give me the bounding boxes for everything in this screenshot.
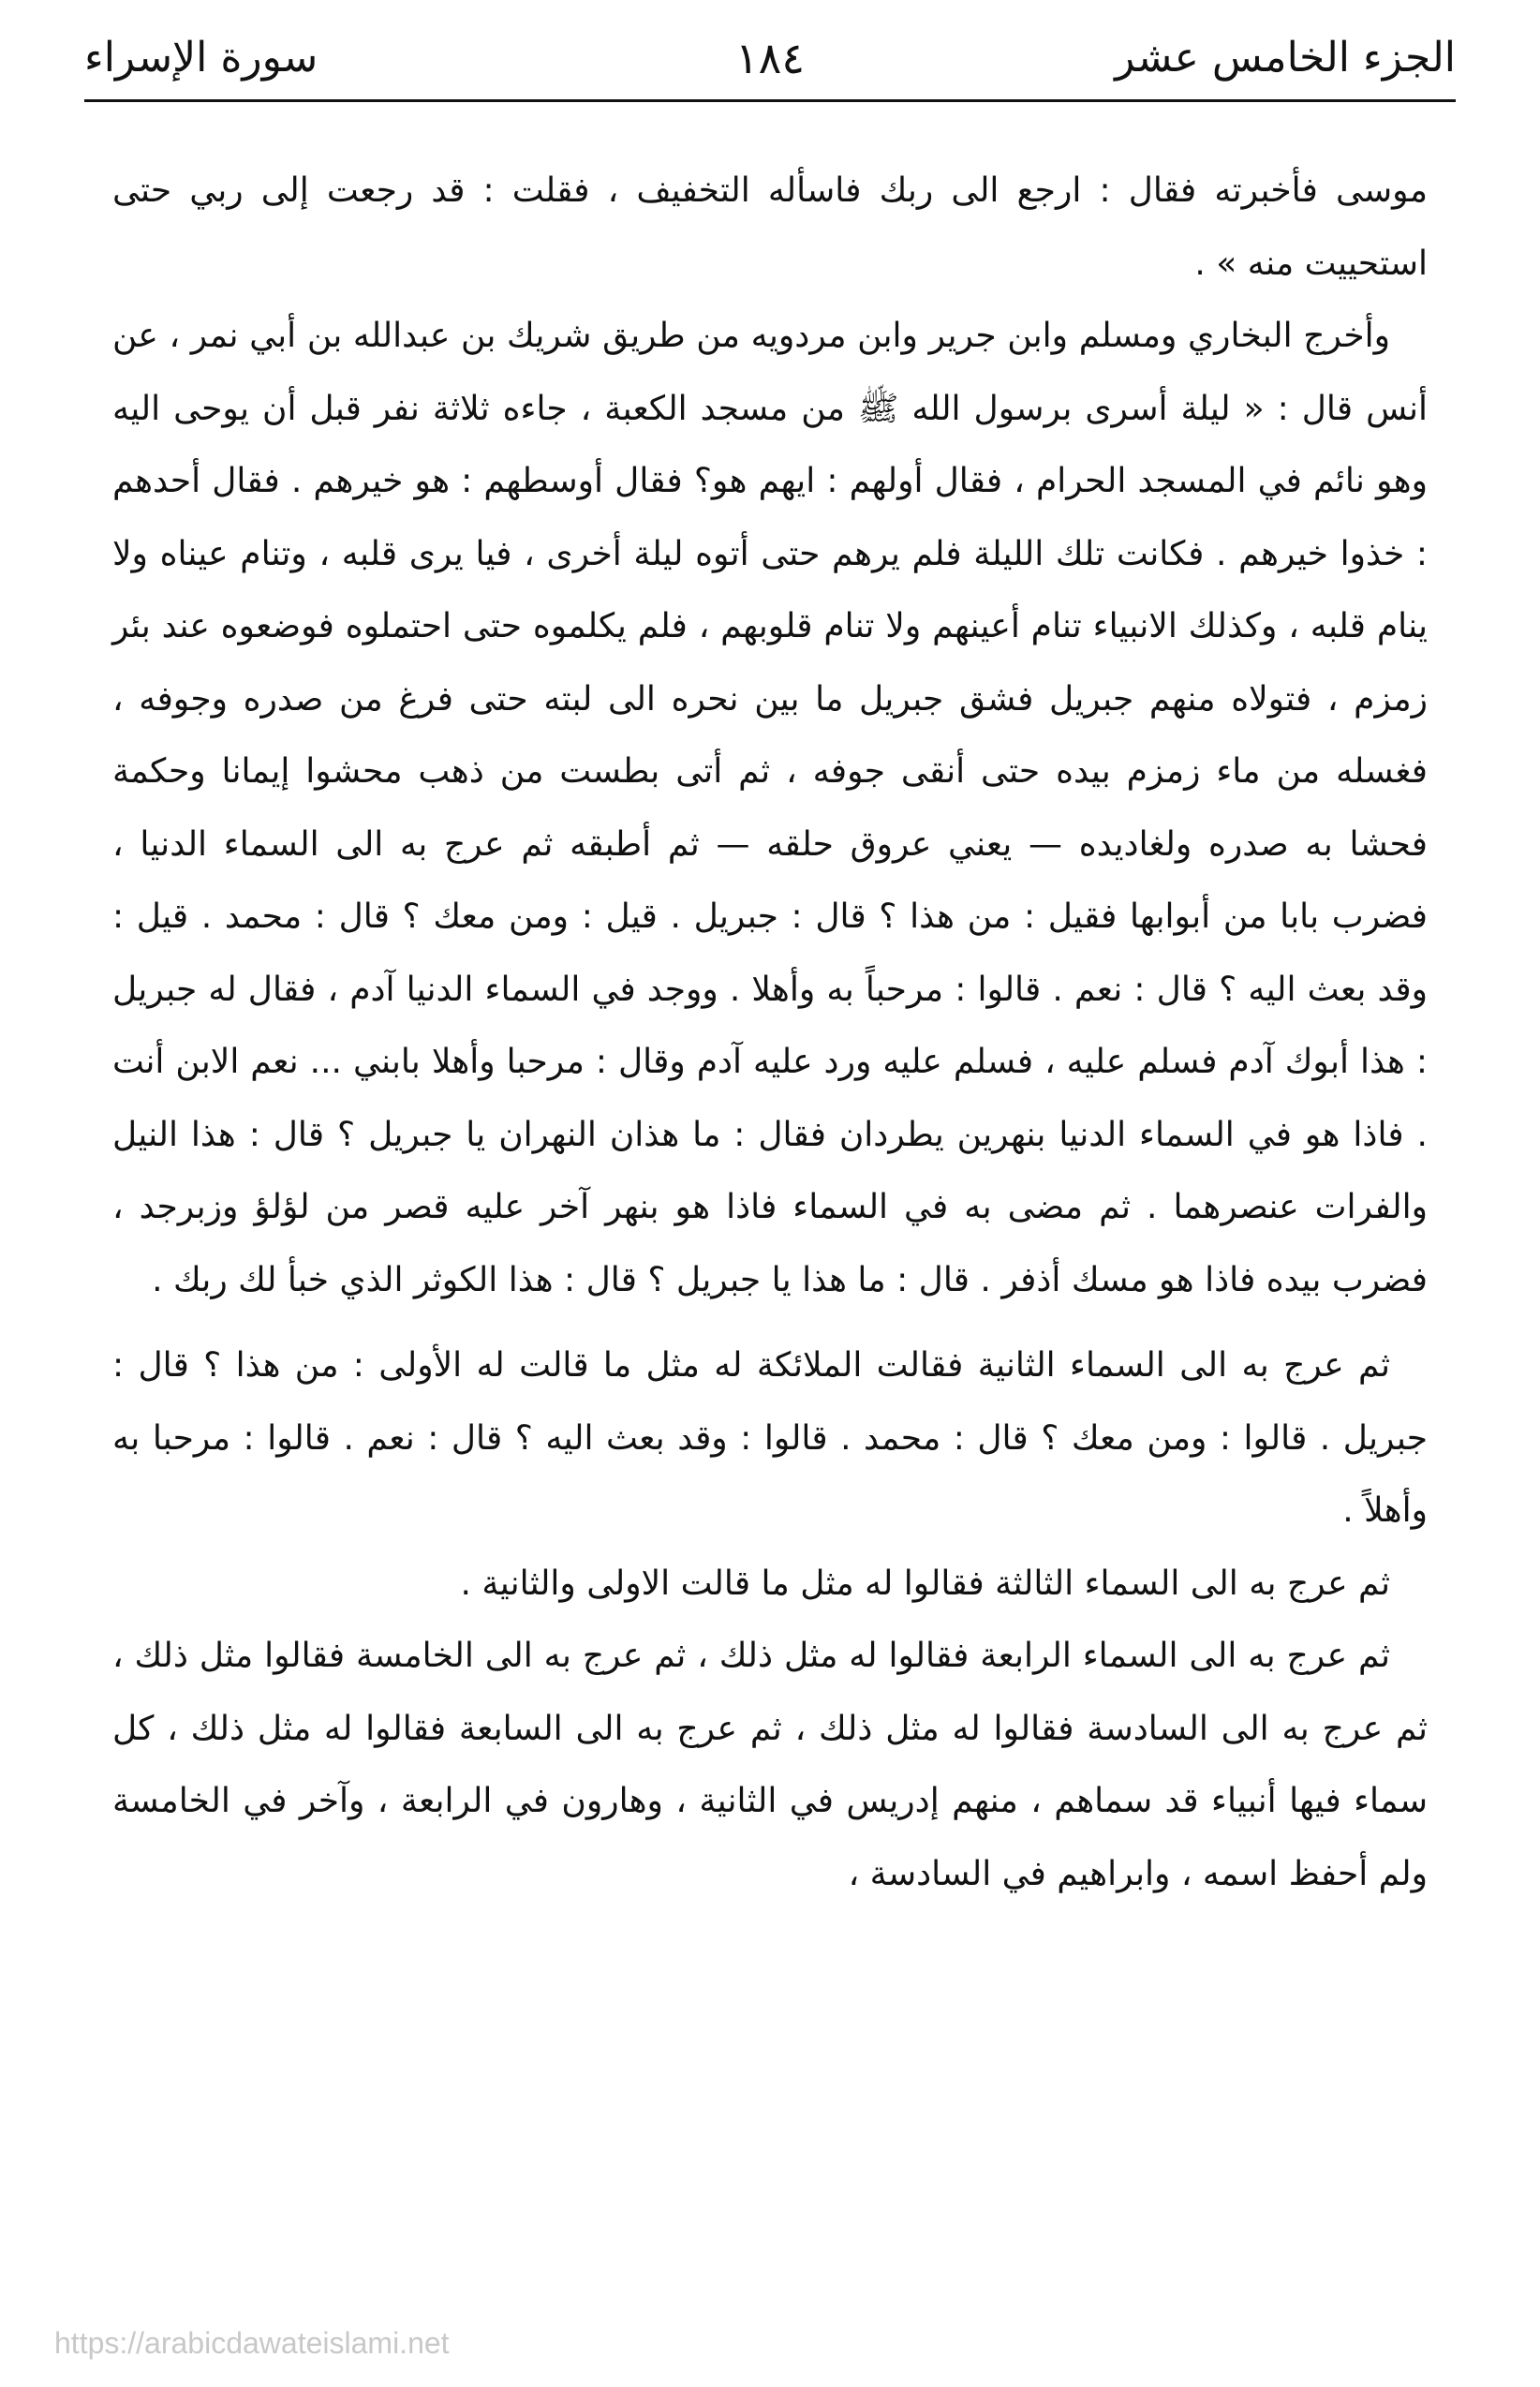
page-body	[112, 155, 1428, 1910]
page-number: ١٨٤	[734, 33, 806, 83]
paragraph-2: وأخرج البخاري ومسلم وابن جرير وابن مردويه من طريق شريك بن عبدالله بن أبي نمر ، عن أنس قال : « ليلة أسرى برسول الله ﷺ من مسجد الكعبة ، جاءه ثلاثة نفر قبل أن يوحى اليه وهو نائم في المسجد الحرام ، فقال أولهم : ايهم هو؟ فقال أوسطهم : هو خيرهم . فقال أحدهم : خذوا خيرهم . فكانت تلك الليلة فلم يرهم حتى أتوه ليلة أخرى ، فيا يرى قلبه ، وتنام عيناه ولا ينام قلبه ، وكذلك الانبياء تنام أعينهم ولا تنام قلوبهم ، فلم يكلموه حتى احتملوه فوضعوه عند بئر زمزم ، فتولاه منهم جبريل فشق جبريل ما بين نحره الى لبته حتى فرغ من صدره وجوفه ، فغسله من ماء زمزم بيده حتى أنقى جوفه ، ثم أتى بطست من ذهب محشوا إيمانا وحكمة فحشا به صدره ولغاديده — يعني عروق حلقه — ثم أطبقه ثم عرج به الى السماء الدنيا ، فضرب بابا من أبوابها فقيل : من هذا ؟ قال : جبريل . قيل : ومن معك ؟ قال : محمد . قيل : وقد بعث اليه ؟ قال : نعم . قالوا : مرحباً به وأهلا . ووجد في السماء الدنيا آدم ، فقال له جبريل : هذا أبوك آدم فسلم عليه ، فسلم عليه ورد عليه آدم وقال : مرحبا وأهلا بابني ... نعم الابن أنت . فاذا هو في السماء الدنيا بنهرين يطردان فقال : ما هذان النهران يا جبريل ؟ قال : هذا النيل والفرات عنصرهما . ثم مضى به في السماء فاذا هو بنهر آخر عليه قصر من لؤلؤ وزبرجد ، فضرب بيده فاذا هو مسك أذفر . قال : ما هذا يا جبريل ؟ قال : هذا الكوثر الذي خبأ لك ربك .	[112, 317, 1428, 1299]
paragraph-1: موسى فأخبرته فقال : ارجع الى ربك فاسأله التخفيف ، فقلت : قد رجعت إلى ربي حتى استحييت منه » .	[112, 171, 1428, 283]
paragraph-5: ثم عرج به الى السماء الرابعة فقالوا له مثل ذلك ، ثم عرج به الى الخامسة فقالوا مثل ذلك ، ثم عرج به الى السادسة فقالوا له مثل ذلك ، ثم عرج به الى السابعة فقالوا له مثل ذلك ، كل سماء فيها أنبياء قد سماهم ، منهم إدريس في الثانية ، وهارون في الرابعة ، وآخر في الخامسة ولم أحفظ اسمه ، وابراهيم في السادسة ،	[112, 1637, 1428, 1893]
paragraph-3: ثم عرج به الى السماء الثانية فقالت الملائكة له مثل ما قالت له الأولى : من هذا ؟ قال : جبريل . قالوا : ومن معك ؟ قال : محمد . قالوا : وقد بعث اليه ؟ قال : نعم . قالوا : مرحبا به وأهلاً .	[112, 1346, 1428, 1530]
header-divider	[84, 99, 1456, 102]
source-watermark: https://arabicdawateislami.net	[54, 2326, 450, 2360]
surah-title: سورة الإسراء	[84, 34, 318, 82]
running-header	[84, 21, 1456, 96]
paragraph-4: ثم عرج به الى السماء الثالثة فقالوا له مثل ما قالت الاولى والثانية .	[460, 1564, 1390, 1603]
juz-title: الجزء الخامس عشر	[1115, 34, 1456, 82]
